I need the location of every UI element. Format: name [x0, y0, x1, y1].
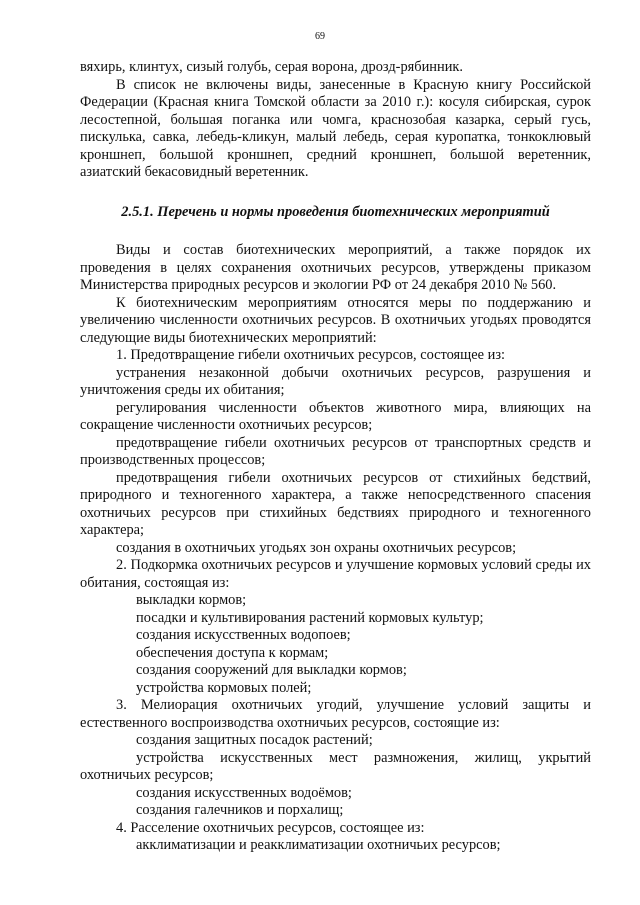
list-item: акклиматизации и реакклиматизации охотничьих ресурсов;	[136, 837, 501, 853]
list-item: устройства искусственных мест размножения, жилищ, укрытий охотничьих ресурсов;	[80, 749, 591, 783]
list-item: создания искусственных водоёмов;	[136, 784, 352, 801]
list-heading: 3. Мелиорация охотничьих угодий, улучшение условий защиты и естественного воспроизводства охотничьих ресурсов, состоящие из:	[80, 697, 591, 731]
list-item: устройства кормовых полей;	[136, 679, 312, 696]
paragraph: Виды и состав биотехнических мероприятий, а также порядок их проведения в целях сохранения охотничьих ресурсов, утверждены приказом Министерства природных ресурсов и экологии РФ от 24 декабря 2010 № 560.	[80, 242, 591, 293]
list-item: создания искусственных водопоев;	[136, 627, 351, 643]
page-number: 69	[315, 31, 325, 42]
list-heading: 4. Расселение охотничьих ресурсов, состоящее из:	[116, 819, 425, 836]
list-item: обеспечения доступа к кормам;	[136, 644, 329, 661]
paragraph: вяхирь, клинтух, сизый голубь, серая ворона, дрозд-рябинник.	[80, 59, 463, 75]
list-item: выкладки кормов;	[136, 592, 247, 608]
list-item: создания галечников и порхалищ;	[136, 802, 344, 818]
list-item: предотвращения гибели охотничьих ресурсов от стихийных бедствий, природного и техногенного характера, а также непосредственного спасения охотничьих ресурсов при стихийных бедствиях природного и техногенного характера;	[80, 469, 591, 538]
list-heading: 1. Предотвращение гибели охотничьих ресурсов, состоящее из:	[116, 347, 506, 363]
list-item: устранения незаконной добычи охотничьих ресурсов, разрушения и уничтожения среды их обитания;	[80, 364, 591, 398]
list-item: регулирования численности объектов животного мира, влияющих на сокращение численности охотничьих ресурсов;	[80, 399, 591, 433]
list-item: предотвращение гибели охотничьих ресурсов от транспортных средств и производственных процессов;	[80, 434, 591, 468]
section-heading: 2.5.1. Перечень и нормы проведения биотехнических мероприятий	[121, 203, 550, 220]
list-item: посадки и культивирования растений кормовых культур;	[136, 609, 484, 626]
list-item: создания сооружений для выкладки кормов;	[136, 662, 407, 678]
list-item: создания защитных посадок растений;	[136, 732, 373, 748]
paragraph: В список не включены виды, занесенные в Красную книгу Российской Федерации (Красная книга Томской области за 2010 г.): косуля сибирская, сурок лесостепной, большая поганка или чомга, краснозобая казарка, серый гусь, пискулька, савка, лебедь-кликун, малый лебедь, серая куропатка, тонкоклювый кроншнеп, большой кроншнеп, средний кроншнеп, большой веретенник, азиатский бекасовидный веретенник.	[80, 76, 591, 180]
list-item: создания в охотничьих угодьях зон охраны охотничьих ресурсов;	[116, 539, 517, 556]
paragraph: К биотехническим мероприятиям относятся меры по поддержанию и увеличению численности охотничьих ресурсов. В охотничьих угодьях проводятся следующие виды биотехнических мероприятий:	[80, 294, 591, 346]
document-body	[80, 59, 591, 855]
list-heading: 2. Подкормка охотничьих ресурсов и улучшение кормовых условий среды их обитания, состоящая из:	[80, 557, 591, 591]
